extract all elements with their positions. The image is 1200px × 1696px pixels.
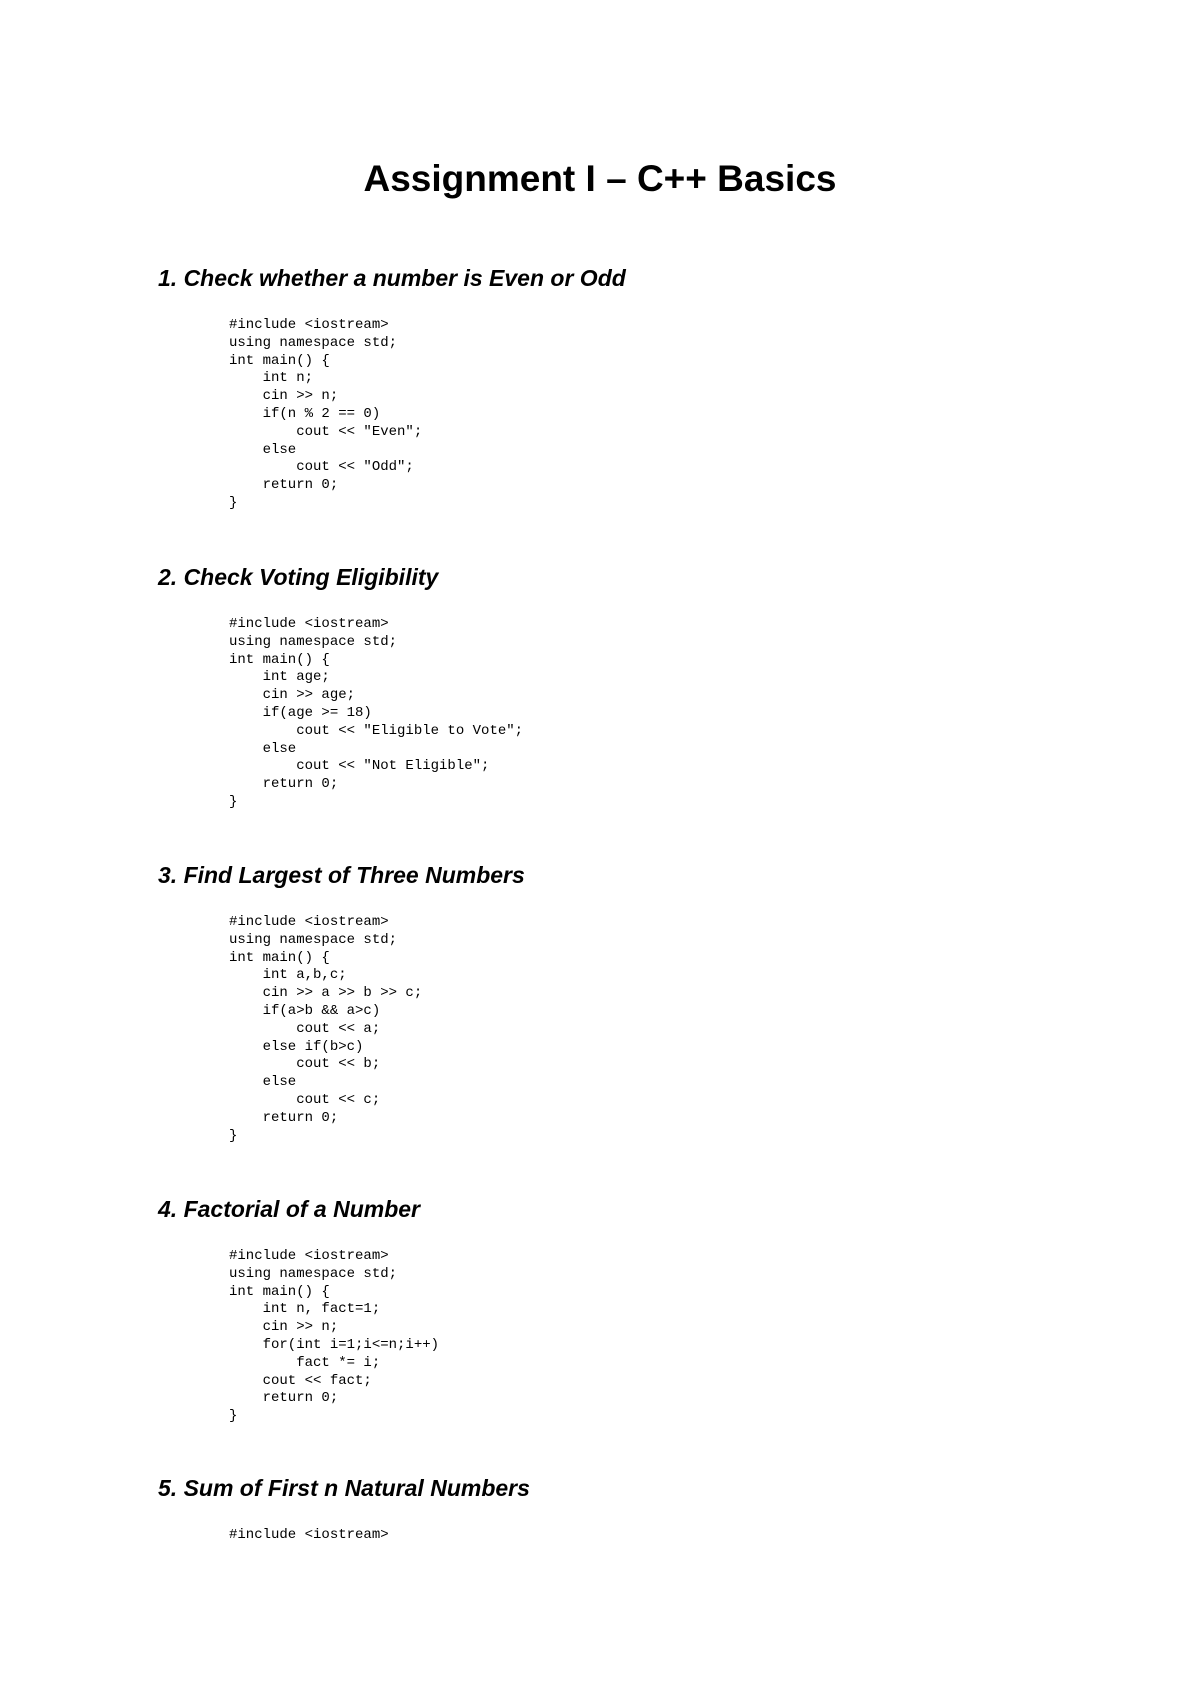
code-line: int main() { — [229, 1283, 330, 1300]
section-heading-factorial: 4. Factorial of a Number — [158, 1196, 421, 1222]
code-line: int main() { — [229, 949, 330, 966]
code-line: cin >> age; — [229, 687, 356, 704]
code-line: using namespace std; — [229, 334, 398, 351]
code-line: for(int i=1;i<=n;i++) — [229, 1336, 440, 1353]
page-title: Assignment I – C++ Basics — [363, 158, 837, 199]
code-line: int a,b,c; — [229, 967, 347, 984]
code-line: cout << "Eligible to Vote"; — [229, 722, 524, 739]
code-line: #include <iostream> — [229, 914, 389, 930]
code-line: cout << "Odd"; — [229, 459, 414, 476]
code-line: #include <iostream> — [229, 1527, 389, 1543]
code-line: cout << "Not Eligible"; — [229, 758, 490, 775]
section-heading-voting: 2. Check Voting Eligibility — [158, 564, 439, 590]
code-block-largest — [229, 914, 422, 1145]
code-line: using namespace std; — [229, 633, 398, 650]
code-line: #include <iostream> — [229, 616, 389, 632]
code-line: int age; — [229, 669, 330, 686]
code-block-sum-natural — [229, 1527, 389, 1545]
code-line: else — [229, 1074, 297, 1091]
code-line: cout << "Even"; — [229, 423, 423, 440]
section-heading-largest: 3. Find Largest of Three Numbers — [158, 862, 525, 888]
code-line: if(age >= 18) — [229, 704, 372, 721]
code-block-voting — [229, 616, 523, 812]
code-line: cin >> n; — [229, 1319, 339, 1336]
code-line: } — [229, 1408, 238, 1425]
code-line: cout << fact; — [229, 1372, 372, 1389]
code-line: if(a>b && a>c) — [229, 1002, 381, 1019]
code-line: #include <iostream> — [229, 1248, 389, 1264]
code-line: else — [229, 740, 297, 757]
code-line: } — [229, 793, 238, 810]
code-line: int n, fact=1; — [229, 1301, 381, 1318]
code-line: if(n % 2 == 0) — [229, 405, 381, 422]
code-line: fact *= i; — [229, 1354, 381, 1371]
code-line: using namespace std; — [229, 1265, 398, 1282]
code-line: return 0; — [229, 1390, 339, 1407]
code-line: return 0; — [229, 1109, 339, 1126]
code-line: } — [229, 494, 238, 511]
code-line: int main() { — [229, 651, 330, 668]
code-line: else — [229, 441, 297, 458]
code-line: } — [229, 1127, 238, 1144]
code-line: return 0; — [229, 776, 339, 793]
code-line: cin >> n; — [229, 388, 339, 405]
code-line: int main() { — [229, 352, 330, 369]
code-block-even-odd — [229, 317, 422, 513]
code-line: cout << a; — [229, 1020, 381, 1037]
code-line: cin >> a >> b >> c; — [229, 985, 423, 1002]
code-line: cout << c; — [229, 1091, 381, 1108]
section-heading-even-odd: 1. Check whether a number is Even or Odd — [158, 265, 626, 291]
code-line: else if(b>c) — [229, 1038, 364, 1055]
code-line: int n; — [229, 370, 314, 387]
code-block-factorial — [229, 1248, 439, 1426]
code-line: #include <iostream> — [229, 317, 389, 333]
code-line: using namespace std; — [229, 931, 398, 948]
code-line: cout << b; — [229, 1056, 381, 1073]
code-line: return 0; — [229, 477, 339, 494]
section-heading-sum-natural: 5. Sum of First n Natural Numbers — [158, 1475, 530, 1501]
